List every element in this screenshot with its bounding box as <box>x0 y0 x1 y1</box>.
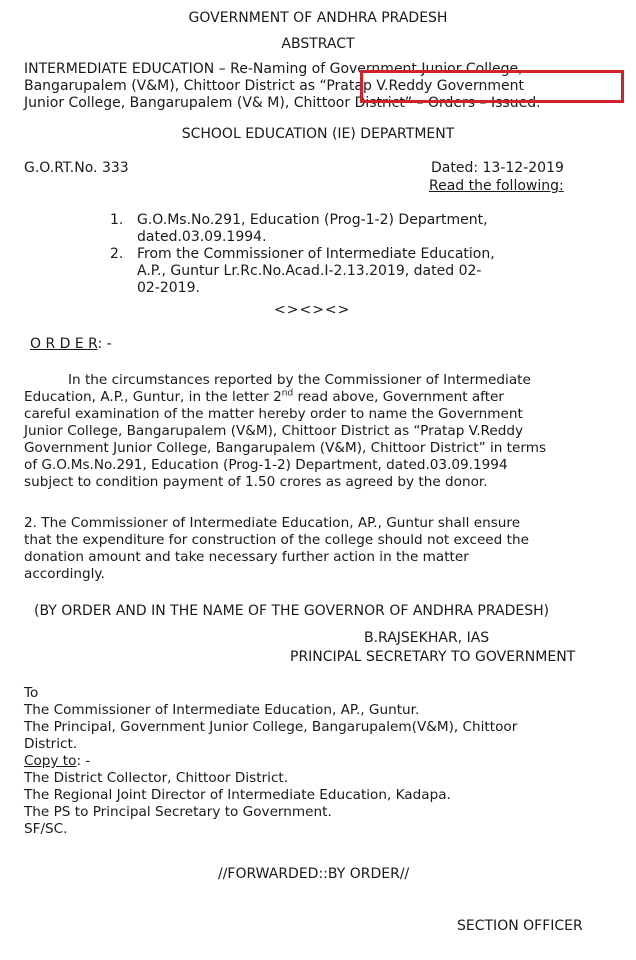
para-line: 2. The Commissioner of Intermediate Education, AP., Guntur shall ensure <box>24 515 521 531</box>
para-text: Education, A.P., Guntur, in the letter 2 <box>24 389 282 405</box>
subject-line-1: INTERMEDIATE EDUCATION – Re-Naming of Government Junior College, <box>24 61 523 77</box>
subject-line-3: Junior College, Bangarupalem (V& M), Chittoor District” – Orders – Issued. <box>24 95 541 111</box>
para-line: careful examination of the matter hereby order to name the Government <box>24 406 523 422</box>
reference-line: dated.03.09.1994. <box>137 229 267 245</box>
reference-number: 1. <box>110 212 124 228</box>
distribution-block <box>24 685 604 838</box>
read-following: Read the following: <box>429 178 564 194</box>
recipient-line: The Principal, Government Junior College, Bangarupalem(V&M), Chittoor <box>24 719 518 735</box>
copy-line: SF/SC. <box>24 821 68 837</box>
para-line: Government Junior College, Bangarupalem (V&M), Chittoor District” in terms <box>24 440 547 456</box>
copy-line: The Regional Joint Director of Intermediate Education, Kadapa. <box>24 787 451 803</box>
government-title: GOVERNMENT OF ANDHRA PRADESH <box>188 10 448 26</box>
order-paragraph-1 <box>24 372 600 491</box>
reference-line: 02-2019. <box>137 280 200 296</box>
to-label: To <box>24 685 39 701</box>
para-line: subject to condition payment of 1.50 crores as agreed by the donor. <box>24 474 488 490</box>
department-title: SCHOOL EDUCATION (IE) DEPARTMENT <box>181 126 455 142</box>
signatory-title: PRINCIPAL SECRETARY TO GOVERNMENT <box>290 649 576 665</box>
section-officer: SECTION OFFICER <box>457 918 583 934</box>
subject-line-2: Bangarupalem (V&M), Chittoor District as “Pratap V.Reddy Government <box>24 78 525 94</box>
recipient-line: District. <box>24 736 78 752</box>
order-paragraph-2 <box>24 515 600 583</box>
reference-item <box>110 212 540 246</box>
para-line: Junior College, Bangarupalem (V&M), Chittoor District as “Pratap V.Reddy <box>24 423 524 439</box>
go-number: G.O.RT.No. 333 <box>24 160 129 176</box>
copy-to-suffix: : - <box>76 753 91 769</box>
recipient-line: The Commissioner of Intermediate Education, AP., Guntur. <box>24 702 420 718</box>
reference-number: 2. <box>110 246 124 262</box>
para-line: donation amount and take necessary further action in the matter <box>24 549 469 565</box>
forwarded-line: //FORWARDED::BY ORDER// <box>218 866 410 882</box>
para-line: that the expenditure for construction of the college should not exceed the <box>24 532 529 548</box>
para-line: accordingly. <box>24 566 105 582</box>
para-line <box>24 389 600 406</box>
references-list <box>110 212 540 297</box>
reference-line: A.P., Guntur Lr.Rc.No.Acad.I-2.13.2019, dated 02- <box>137 263 482 279</box>
signatory-name: B.RAJSEKHAR, IAS <box>364 630 490 646</box>
copy-line: The PS to Principal Secretary to Government. <box>24 804 332 820</box>
order-heading-text: O R D E R <box>30 336 98 352</box>
abstract-title: ABSTRACT <box>281 36 355 52</box>
copy-to-text: Copy to <box>24 753 77 769</box>
reference-item <box>110 246 540 297</box>
order-heading <box>30 336 112 353</box>
reference-line: G.O.Ms.No.291, Education (Prog-1-2) Department, <box>137 212 488 228</box>
highlight-box <box>360 70 624 103</box>
copy-to-label <box>24 753 604 770</box>
copy-line: The District Collector, Chittoor District. <box>24 770 289 786</box>
para-line: of G.O.Ms.No.291, Education (Prog-1-2) Department, dated.03.09.1994 <box>24 457 508 473</box>
superscript: nd <box>281 388 294 399</box>
reference-line: From the Commissioner of Intermediate Education, <box>137 246 495 262</box>
dated: Dated: 13-12-2019 <box>431 160 564 176</box>
separator: <><><> <box>274 302 351 318</box>
order-heading-suffix: : - <box>97 336 112 352</box>
by-order-line: (BY ORDER AND IN THE NAME OF THE GOVERNOR OF ANDHRA PRADESH) <box>34 603 550 619</box>
para-text: read above, Government after <box>293 389 505 405</box>
para-line: In the circumstances reported by the Commissioner of Intermediate <box>68 372 531 388</box>
